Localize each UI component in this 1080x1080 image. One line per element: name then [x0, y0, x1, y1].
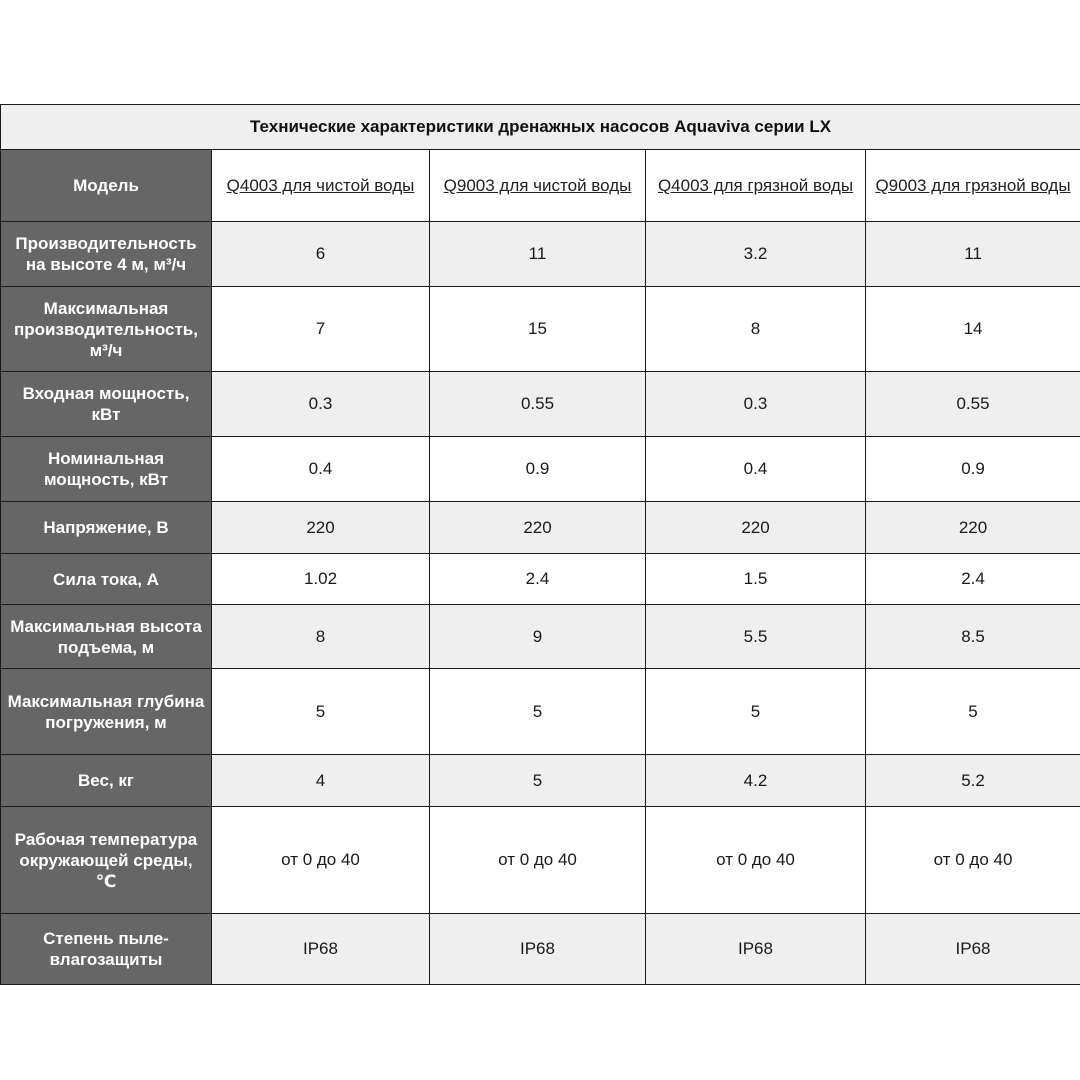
- model-link[interactable]: Q9003 для грязной воды: [875, 176, 1071, 195]
- value-cell: 11: [866, 222, 1080, 287]
- row-label: Производительность на высоте 4 м, м³/ч: [1, 222, 212, 287]
- table-row: [1, 372, 1080, 437]
- value-cell: 8: [212, 605, 430, 669]
- value-cell: 5.5: [646, 605, 866, 669]
- value-cell: от 0 до 40: [430, 807, 646, 914]
- row-label: Степень пыле-влагозащиты: [1, 914, 212, 985]
- value-cell: от 0 до 40: [646, 807, 866, 914]
- value-cell: 11: [430, 222, 646, 287]
- table-row: [1, 807, 1080, 914]
- row-label: Вес, кг: [1, 755, 212, 807]
- value-cell: IP68: [866, 914, 1080, 985]
- row-label: Номинальная мощность, кВт: [1, 437, 212, 502]
- value-cell: 0.4: [646, 437, 866, 502]
- model-row: [1, 150, 1080, 222]
- value-cell: 5: [212, 669, 430, 755]
- model-link[interactable]: Q4003 для чистой воды: [226, 176, 415, 195]
- row-label: Максимальная производительность, м³/ч: [1, 287, 212, 372]
- value-cell: IP68: [430, 914, 646, 985]
- table-row: [1, 554, 1080, 605]
- value-cell: 4: [212, 755, 430, 807]
- spec-table: [0, 104, 1080, 985]
- value-cell: 9: [430, 605, 646, 669]
- value-cell: 0.55: [430, 372, 646, 437]
- value-cell: 5: [866, 669, 1080, 755]
- table-row: [1, 222, 1080, 287]
- value-cell: IP68: [212, 914, 430, 985]
- value-cell: 5: [430, 669, 646, 755]
- value-cell: 220: [430, 502, 646, 554]
- model-link[interactable]: Q4003 для грязной воды: [657, 176, 854, 195]
- table-title-row: [1, 105, 1080, 150]
- value-cell: 0.55: [866, 372, 1080, 437]
- value-cell: 0.3: [212, 372, 430, 437]
- table-row: [1, 755, 1080, 807]
- value-cell: 0.3: [646, 372, 866, 437]
- row-label: Рабочая температура окружающей среды, ℃: [1, 807, 212, 914]
- value-cell: 220: [212, 502, 430, 554]
- model-cell: [646, 150, 866, 222]
- value-cell: 5.2: [866, 755, 1080, 807]
- value-cell: 7: [212, 287, 430, 372]
- value-cell: 2.4: [866, 554, 1080, 605]
- table-title: Технические характеристики дренажных насосов Aquaviva серии LX: [1, 105, 1080, 150]
- row-label: Напряжение, В: [1, 502, 212, 554]
- row-label: Максимальная глубина погружения, м: [1, 669, 212, 755]
- value-cell: 14: [866, 287, 1080, 372]
- model-header: Модель: [1, 150, 212, 222]
- value-cell: 220: [866, 502, 1080, 554]
- value-cell: 8: [646, 287, 866, 372]
- value-cell: 4.2: [646, 755, 866, 807]
- value-cell: 0.9: [866, 437, 1080, 502]
- model-cell: [212, 150, 430, 222]
- table-row: [1, 605, 1080, 669]
- value-cell: 1.5: [646, 554, 866, 605]
- value-cell: 8.5: [866, 605, 1080, 669]
- table-row: [1, 437, 1080, 502]
- table-row: [1, 669, 1080, 755]
- value-cell: 2.4: [430, 554, 646, 605]
- model-cell: [866, 150, 1080, 222]
- row-label: Сила тока, А: [1, 554, 212, 605]
- value-cell: 5: [646, 669, 866, 755]
- value-cell: 5: [430, 755, 646, 807]
- table-row: [1, 287, 1080, 372]
- row-label: Максимальная высота подъема, м: [1, 605, 212, 669]
- value-cell: 0.9: [430, 437, 646, 502]
- value-cell: от 0 до 40: [866, 807, 1080, 914]
- value-cell: от 0 до 40: [212, 807, 430, 914]
- table-row: [1, 502, 1080, 554]
- value-cell: 3.2: [646, 222, 866, 287]
- model-cell: [430, 150, 646, 222]
- value-cell: 1.02: [212, 554, 430, 605]
- value-cell: IP68: [646, 914, 866, 985]
- value-cell: 220: [646, 502, 866, 554]
- model-link[interactable]: Q9003 для чистой воды: [443, 176, 632, 195]
- value-cell: 0.4: [212, 437, 430, 502]
- value-cell: 15: [430, 287, 646, 372]
- table-row: [1, 914, 1080, 985]
- value-cell: 6: [212, 222, 430, 287]
- row-label: Входная мощность, кВт: [1, 372, 212, 437]
